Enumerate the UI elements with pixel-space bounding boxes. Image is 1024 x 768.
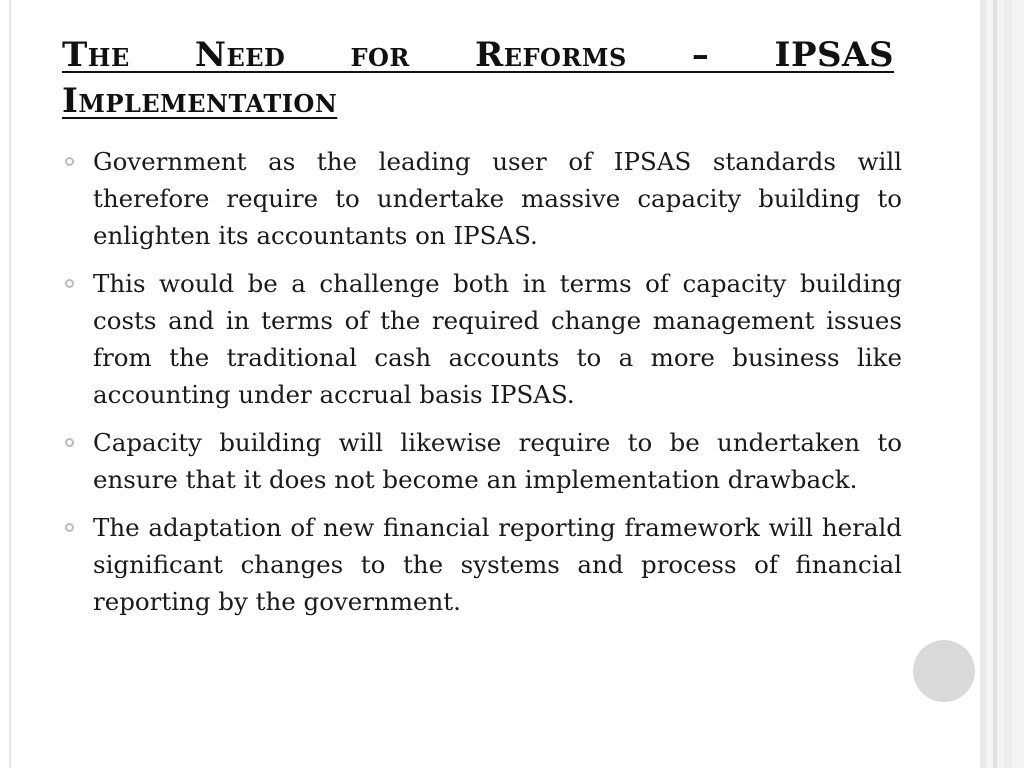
bullet-text: The adaptation of new financial reporting framework will herald significant changes to the systems and process of financial reporting by the government.	[93, 513, 902, 616]
bullet-text: Government as the leading user of IPSAS standards will therefore require to undertake massive capacity building to enlighten its accountants on IPSAS.	[93, 147, 902, 250]
left-edge-rule	[9, 0, 11, 768]
right-edge-stripe	[1004, 0, 1012, 768]
slide-title: The Need for Reforms – IPSAS Implementation	[62, 35, 894, 121]
bullet-icon	[65, 279, 74, 288]
bullet-text: Capacity building will likewise require to be undertaken to ensure that it does not become an implementation drawback.	[93, 428, 902, 494]
bullet-item	[62, 509, 902, 620]
bullet-icon	[65, 157, 74, 166]
bullet-icon	[65, 523, 74, 532]
bullet-list	[62, 143, 902, 631]
bullet-text: This would be a challenge both in terms of capacity building costs and in terms of the required change management issues from the traditional cash accounts to a more business like accounting under accrual basis IPSAS.	[93, 269, 902, 409]
right-edge-stripe	[980, 0, 986, 768]
right-edge-stripe	[993, 0, 997, 768]
bullet-icon	[65, 438, 74, 447]
bullet-item	[62, 143, 902, 254]
decorative-circle	[913, 640, 975, 702]
right-edge-band	[980, 0, 1024, 768]
bullet-item	[62, 424, 902, 498]
bullet-item	[62, 265, 902, 413]
